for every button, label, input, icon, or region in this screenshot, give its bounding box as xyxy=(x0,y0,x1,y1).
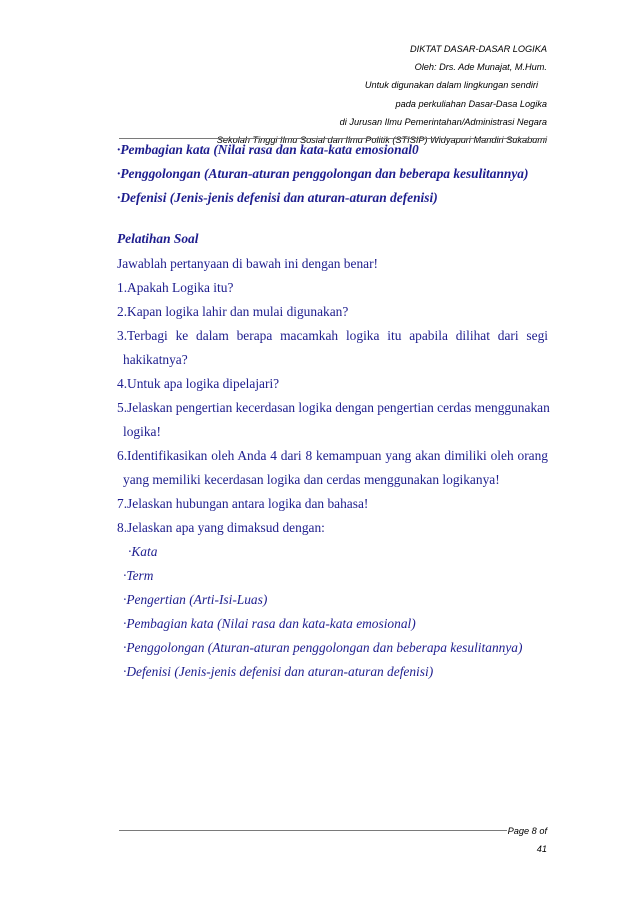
header-institution: Sekolah Tinggi Ilmu Sosial dan Ilmu Politik (STISIP) Widyapuri Mandiri Sukabumi xyxy=(216,135,547,146)
footer-divider xyxy=(119,830,507,831)
running-header xyxy=(217,40,547,149)
question-5-continued: logika! xyxy=(123,424,161,439)
header-title: DIKTAT DASAR-DASAR LOGIKA xyxy=(410,44,547,54)
page-number-label: Page 8 of xyxy=(507,826,547,836)
question-6: 6.Identifikasikan oleh Anda 4 dari 8 kemampuan yang akan dimiliki oleh orang xyxy=(117,448,548,463)
intro-bullet: ·Penggolongan (Aturan-aturan penggolongan dan beberapa kesulitannya) xyxy=(117,166,529,181)
question-6-continued: yang memiliki kecerdasan logika dan cerdas menggunakan logikanya! xyxy=(123,472,500,487)
header-author: Oleh: Drs. Ade Munajat, M.Hum. xyxy=(414,62,547,73)
question-7: 7.Jelaskan hubungan antara logika dan bahasa! xyxy=(117,496,369,511)
section-title: Pelatihan Soal xyxy=(117,231,199,246)
question-8: 8.Jelaskan apa yang dimaksud dengan: xyxy=(117,520,325,535)
sub-item: ·Kata xyxy=(128,544,158,559)
question-1: 1.Apakah Logika itu? xyxy=(117,280,234,295)
question-3-continued: hakikatnya? xyxy=(123,352,188,367)
question-4: 4.Untuk apa logika dipelajari? xyxy=(117,376,280,391)
page-total: 41 xyxy=(536,844,547,854)
intro-bullet: ·Pembagian kata (Nilai rasa dan kata-kata emosional0 xyxy=(117,142,419,157)
header-divider xyxy=(119,138,547,139)
sub-item: ·Pembagian kata (Nilai rasa dan kata-kata emosional) xyxy=(123,616,416,631)
sub-item: ·Defenisi (Jenis-jenis defenisi dan aturan-aturan defenisi) xyxy=(123,664,434,679)
intro-bullet: ·Defenisi (Jenis-jenis defenisi dan aturan-aturan defenisi) xyxy=(117,190,438,205)
sub-item: ·Term xyxy=(123,568,154,583)
header-course: pada perkuliahan Dasar-Dasa Logika xyxy=(395,98,547,109)
sub-item: ·Penggolongan (Aturan-aturan penggolongan dan beberapa kesulitannya) xyxy=(123,640,523,655)
question-5: 5.Jelaskan pengertian kecerdasan logika dengan pengertian cerdas menggunakan xyxy=(117,400,550,415)
question-3: 3.Terbagi ke dalam berapa macamkah logika itu apabila dilihat dari segi xyxy=(117,328,548,343)
header-usage: Untuk digunakan dalam lingkungan sendiri xyxy=(364,80,538,91)
section-instruction: Jawablah pertanyaan di bawah ini dengan benar! xyxy=(117,256,379,271)
question-2: 2.Kapan logika lahir dan mulai digunakan? xyxy=(117,304,349,319)
page-footer xyxy=(508,822,547,858)
header-department: di Jurusan Ilmu Pemerintahan/Administrasi Negara xyxy=(339,116,547,127)
sub-item: ·Pengertian (Arti-Isi-Luas) xyxy=(123,592,268,607)
